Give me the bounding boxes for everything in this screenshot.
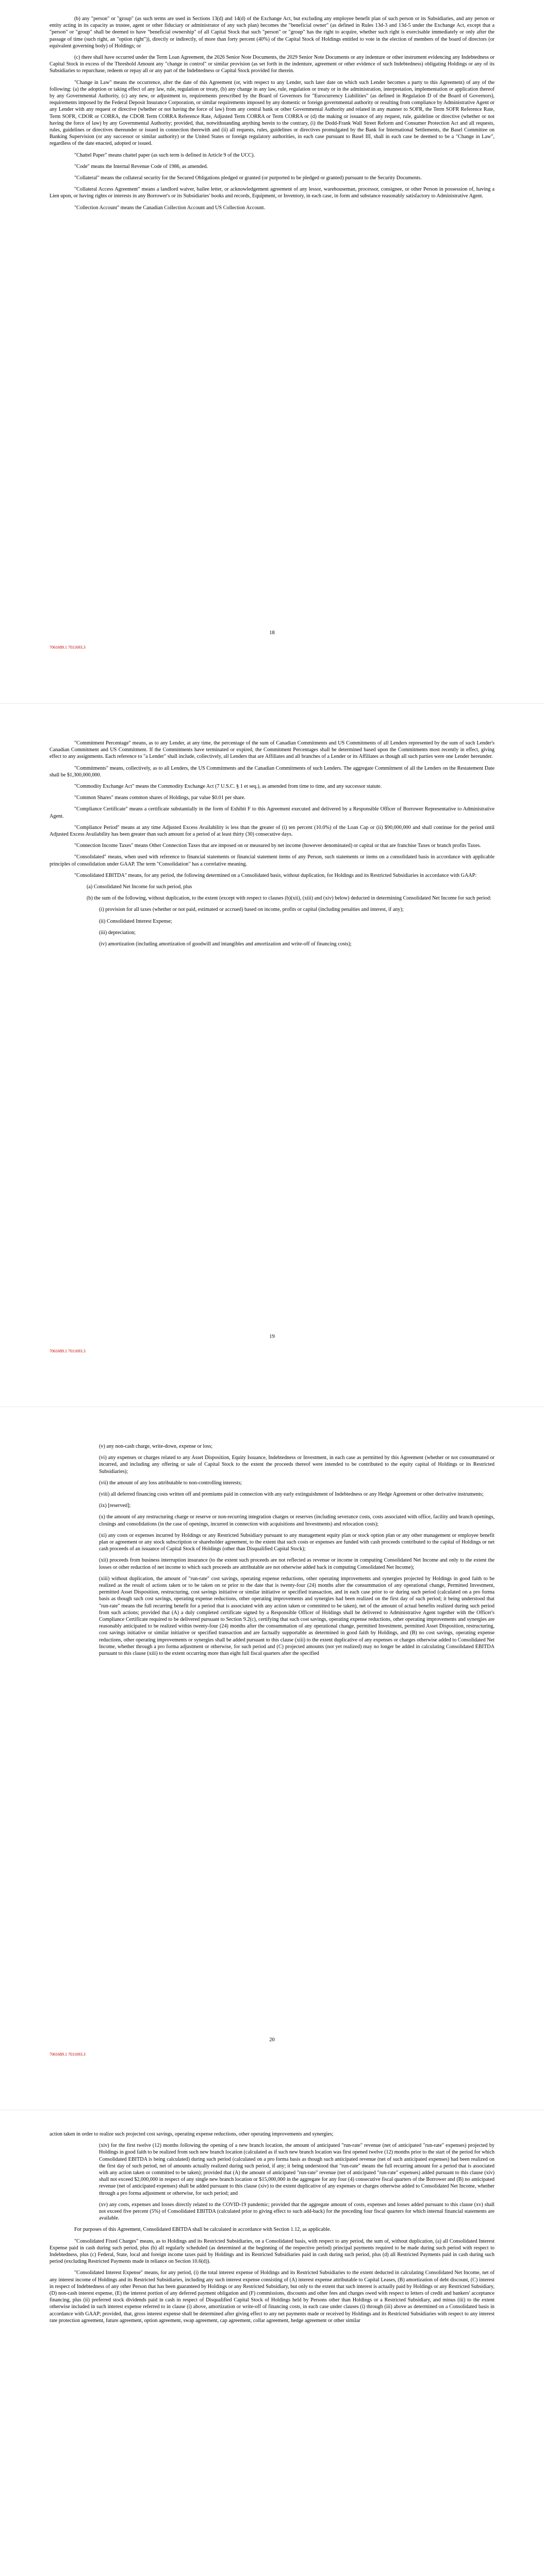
- ebitda-item-iv: (iv) amortization (including amortization of goodwill and intangibles and amortization and write-off of financing costs);: [99, 941, 352, 947]
- definition-consolidated-interest-expense: "Consolidated Interest Expense" means, for any period, (i) the total interest expense of Holdings and its Restricted Subsidiaries to the extent deducted in calculating Consolidated Net Income, net of any interest income of Holdings and its Restricted Subsidiaries, including any such interest expense consisting of (A) interest expense attributable to Capital Leases, (B) amortization of debt discount, (C) interest in respect of Indebtedness of any other Person that has been guaranteed by Holdings or any Restricted Subsidiary, but only to the extent that such interest is actually paid by Holdings or any Restricted Subsidiary, (D) non-cash interest expense, (E) the interest portion of any deferred payment obligation and (F) commissions, discounts and other fees and charges owed with respect to letters of credit and bankers' acceptance financing, plus (ii) preferred stock dividends paid in cash in respect of Disqualified Capital Stock of Holdings held by Persons other than Holdings or a Restricted Subsidiary, and minus (iii) to the extent otherwise included in such interest expense referred to in clause (i) above, amortization or write-off of financing costs, in each case under clauses (i) through (iii) above as determined on a Consolidated basis in accordance with GAAP; provided, that, gross interest expense shall be determined after giving effect to any net payments made or received by Holdings and its Restricted Subsidiaries with respect to any interest rate protection agreement, future agreement, option agreement, swap agreement, cap agreement, collar agreement, hedge agreement or other similar: [50, 2270, 494, 2324]
- page-number: 19: [269, 1334, 275, 1340]
- footer-doc-id: 7061689.1 7011693.3: [50, 1349, 86, 1353]
- ebitda-item-i: (i) provision for all taxes (whether or not paid, estimated or accrued) based on income, profits or capital (including penalties and interest, if any);: [99, 907, 404, 913]
- ebitda-item-iii: (iii) depreciation;: [99, 929, 136, 936]
- definition-commitment-percentage: "Commitment Percentage" means, as to any Lender, at any time, the percentage of the sum of Canadian Commitments and US Commitments of all Lenders represented by the sum of such Lender's Canadian Commitment and US Commitment. If the Commitments have terminated or expired, the Commitment Percentages shall be determined based upon the Commitments most recently in effect, giving effect to any assignments. Each reference to "a Lender" shall include, collectively, all Lenders that are Affiliates and all branches of a Lender or its Affiliates as though all such parties were one Lender hereunder.: [50, 740, 494, 760]
- definition-code: "Code" means the Internal Revenue Code of 1986, as amended.: [74, 163, 208, 170]
- definition-common-shares: "Common Shares" means common shares of Holdings, par value $0.01 per share.: [74, 795, 245, 801]
- ebitda-item-vii: (vii) the amount of any loss attributable to non-controlling interests;: [99, 1480, 242, 1486]
- footer-doc-id: 7061689.1 7011693.3: [50, 645, 86, 650]
- paragraph-change-of-control-b: (b) any "person" or "group" (as such terms are used in Sections 13(d) and 14(d) of the Exchange Act, but excluding any employee benefit plan of such person or its Subsidiaries, and any person or entity acting in its capacity as trustee, agent or other fiduciary or administrator of any such plan) becomes the "beneficial owner" (as defined in Rules 13d-3 and 13d-5 under the Exchange Act, except that a "person" or "group" shall be deemed to have "beneficial ownership" of all Capital Stock that such "person" or "group" has the right to acquire, whether such right is exercisable immediately or only after the passage of time (such right, an "option right")), directly or indirectly, of more than forty percent (40%) of the Capital Stock of Holdings entitled to vote in the election of members of the board of directors (or equivalent governing body) of Holdings; or: [50, 16, 494, 49]
- document-page: [0, 0, 544, 703]
- page-number: 18: [269, 630, 275, 636]
- definition-commodity-exchange-act: "Commodity Exchange Act" means the Commodity Exchange Act (7 U.S.C. § 1 et seq.), as amended from time to time, and any successor statute.: [74, 784, 382, 790]
- ebitda-clause-a: (a) Consolidated Net Income for such period, plus: [87, 884, 192, 890]
- definition-consolidated-ebitda: "Consolidated EBITDA" means, for any period, the following determined on a Consolidated basis, without duplication, for Holdings and its Restricted Subsidiaries in accordance with GAAP:: [74, 872, 477, 878]
- paragraph-change-of-control-c: (c) there shall have occurred under the Term Loan Agreement, the 2026 Senior Note Documents, the 2029 Senior Note Documents or any indenture or other instrument evidencing any Indebtedness or Capital Stock in excess of the Threshold Amount any "change in control" or similar provision (as set forth in the indenture, agreement or other evidence of such Indebtedness) obligating Holdings or any of its Subsidiaries to repurchase, redeem or repay all or any part of the Indebtedness or Capital Stock provided for therein.: [50, 55, 494, 74]
- ebitda-item-xv: (xv) any costs, expenses and losses directly related to the COVID-19 pandemic; provided that the aggregate amount of costs, expenses and losses added pursuant to this clause (xv) shall not exceed five percent (5%) of Consolidated EBITDA (calculated prior to giving effect to such add-back) for the preceding four fiscal quarters for which internal financial statements are available.: [99, 2201, 494, 2222]
- definition-collateral-access-agreement: "Collateral Access Agreement" means a landlord waiver, bailee letter, or acknowledgement agreement of any lessor, warehouseman, processor, consignee, or other Person in possession of, having a Lien upon, or having rights or interests in any Borrower's or its Subsidiaries' books and records, Equipment, or Inventory, in each case, in form and substance reasonably satisfactory to Administrative Agent.: [50, 187, 494, 199]
- ebitda-item-xi: (xi) any costs or expenses incurred by Holdings or any Restricted Subsidiary pursuant to any management equity plan or stock option plan or any other management or employee benefit plan or agreement or any stock subscription or shareholder agreement, to the extent that such costs or expenses are funded with cash proceeds contributed to the capital of Holdings or net cash proceeds of an issuance of Capital Stock of Holdings (other than Disqualified Capital Stock);: [99, 1532, 494, 1552]
- ebitda-item-v: (v) any non-cash charge, write-down, expense or loss;: [99, 1444, 213, 1449]
- page-number: 20: [269, 2037, 275, 2043]
- document-page: [0, 2110, 544, 2576]
- definition-change-in-law: "Change in Law" means the occurrence, after the date of this Agreement (or, with respect to any Lender, such later date on which such Lender becomes a party to this Agreement) of any of the following: (a) the adoption or taking effect of any law, rule, regulation or treaty, (b) any change in any law, rule, regulation or treaty or in the administration, interpretation, implementation or application thereof by any Governmental Authority, (c) any new, or adjustment to, requirements prescribed by the Board of Governors for "Eurocurrency Liabilities" (as defined in Regulation D of the Board of Governors), requirements imposed by the Federal Deposit Insurance Corporation, or similar requirements imposed by any domestic or foreign governmental authority or resulting from compliance by Administrative Agent or any Lender with any request or directive (whether or not having the force of law) from any central bank or other Governmental Authority and related in any manner to SOFR, the Term SOFR Reference Rate, Term SOFR, CDOR or CORRA, the CDOR Term CORRA Reference Rate, Adjusted Term CORRA or Term CORRA or (d) the making or issuance of any request, rule, guideline or directive (whether or not having the force of law) by any Governmental Authority; provided, that, notwithstanding anything herein to the contrary, (i) the Dodd-Frank Wall Street Reform and Consumer Protection Act and all requests, rules, guidelines or directives thereunder or issued in connection therewith and (ii) all requests, rules, guidelines or directives promulgated by the Bank for International Settlements, the Basel Committee on Banking Supervision (or any successor or similar authority) or the United States or foreign regulatory authorities, in each case pursuant to Basel III, shall in each case be deemed to be a "Change in Law", regardless of the date enacted, adopted or issued.: [50, 79, 494, 147]
- definition-compliance-period: "Compliance Period" means at any time Adjusted Excess Availability is less than the greater of (i) ten percent (10.0%) of the Loan Cap or (ii) $90,000,000 and shall continue for the period until Adjusted Excess Availability has been greater than such amount for a period of at least thirty (30) consecutive days.: [50, 824, 494, 838]
- ebitda-item-x: (x) the amount of any restructuring charge or reserve or non-recurring integration charges or reserves (including severance costs, costs associated with office, facility and branch openings, closings and consolidations (in the case of openings, incurred in connection with acquisitions and Investments) and relocation costs);: [99, 1514, 494, 1527]
- ebitda-item-ix: (ix) [reserved];: [99, 1503, 131, 1509]
- ebitda-calculation-note: For purposes of this Agreement, Consolidated EBITDA shall be calculated in accordance with Section 1.12, as applicable.: [74, 2227, 331, 2233]
- definition-chattel-paper: "Chattel Paper" means chattel paper (as such term is defined in Article 9 of the UCC).: [74, 152, 255, 158]
- document-page: [0, 1406, 544, 2110]
- definition-collection-account: "Collection Account" means the Canadian Collection Account and US Collection Account.: [74, 205, 266, 211]
- ebitda-item-viii: (viii) all deferred financing costs written off and premiums paid in connection with any early extinguishment of Indebtedness or any Hedge Agreement or other derivative instruments;: [99, 1492, 484, 1498]
- ebitda-clause-b: (b) the sum of the following, without duplication, to the extent (except with respect to clauses (b)(xii), (xiii) and (xiv) below) deducted in determining Consolidated Net Income for such period:: [87, 895, 491, 902]
- definition-commitments: "Commitments" means, collectively, as to all Lenders, the US Commitments and the Canadian Commitments of such Lenders. The aggregate Commitment of all the Lenders on the Restatement Date shall be $1,300,000,000.: [50, 765, 494, 778]
- ebitda-item-vi: (vi) any expenses or charges related to any Asset Disposition, Equity Issuance, Indebtedness or Investment, in each case as permitted by this Agreement (whether or not consummated or incurred, and including any offering or sale of Capital Stock to the extent the proceeds thereof were intended to be contributed to the equity capital of Holdings or its Restricted Subsidiaries);: [99, 1455, 494, 1475]
- document-page: [0, 703, 544, 1406]
- ebitda-item-xiv: (xiv) for the first twelve (12) months following the opening of a new branch location, the amount of anticipated "run-rate" revenue (net of anticipated "run-rate" expenses) projected by Holdings in good faith to be realized from such new branch location (calculated as if such new branch location was first opened twelve (12) months prior to the start of the period for which Consolidated EBITDA is being calculated) during such period (calculated on a pro forma basis as though such anticipated revenue (net of such anticipated expenses) had been realized on the first day of such period, net of amounts actually realized during such period, if any; it being understood that "run-rate" means the full recurring amount for a period that is associated with any action taken or committed to be taken); provided that (A) the amount of anticipated "run-rate" revenue (net of anticipated "run-rate" expenses) added pursuant to this clause (xiv) shall not exceed $2,000,000 in respect of any single new branch location or $15,000,000 in the aggregate for any four (4) consecutive fiscal quarters of the Borrower and (B) no anticipated revenue (net of anticipated expenses) shall be added pursuant to this clause (xiv) to the extent duplicative of any expenses or charges otherwise added to Consolidated Net Income, whether through a pro forma adjustment or otherwise, for such period; and: [99, 2143, 494, 2196]
- definition-consolidated-fixed-charges: "Consolidated Fixed Charges" means, as to Holdings and its Restricted Subsidiaries, on a Consolidated basis, with respect to any period, the sum of, without duplication, (a) all Consolidated Interest Expense paid in cash during such period, plus (b) all regularly scheduled (as determined at the beginning of the respective period) principal payments required to be made during such period with respect to Indebtedness, plus (c) Federal, State, local and foreign income taxes paid by Holdings and its Restricted Subsidiaries paid in cash during such period, plus (d) all Restricted Payments paid in cash during such period (excluding Restricted Payments made in reliance on Section 10.6(d)).: [50, 2238, 494, 2265]
- definition-connection-income-taxes: "Connection Income Taxes" means Other Connection Taxes that are imposed on or measured by net income (however denominated) or capital or that are franchise Taxes or branch profits Taxes.: [74, 843, 481, 849]
- definition-collateral: "Collateral" means the collateral security for the Secured Obligations pledged or granted (or purported to be pledged or granted) pursuant to the Security Documents.: [74, 175, 422, 181]
- footer-doc-id: 7061689.1 7011693.3: [50, 2052, 86, 2057]
- ebitda-item-xiii-continued: action taken in order to realize such projected cost savings, operating expense reductions, other operating improvements and synergies;: [50, 2131, 334, 2137]
- definition-compliance-certificate: "Compliance Certificate" means a certificate substantially in the form of Exhibit F to this Agreement executed and delivered by a Responsible Officer of Borrower Representative to Administrative Agent.: [50, 806, 494, 819]
- ebitda-item-xiii: (xiii) without duplication, the amount of "run-rate" cost savings, operating expense reductions, other operating improvements and synergies projected by Holdings in good faith to be realized as the result of actions taken or to be taken on or prior to the date that is twenty-four (24) months after the consummation of any operational change, Permitted Investment, permitted Asset Disposition, restructuring, cost savings initiative or similar initiative or specified transaction, and in each case prior to or during such period (calculated on a pro forma basis as though such cost savings, operating expense reductions, other operating improvements and synergies had been realized on the first day of such period; it being understood that "run-rate" means the full recurring benefit for a period that is associated with any action taken or committed to be taken), net of the amount of actual benefits realized during such period from such actions; provided that (A) a duly completed certificate signed by a Responsible Officer of Holdings shall be delivered to Administrative Agent together with the Officer's Compliance Certificate required to be delivered pursuant to Section 9.2(c), certifying that such cost savings, operating expense reductions, other operating improvements and synergies are reasonably anticipated to be realized within twenty-four (24) months after the consummation of any operational change, permitted Investment, permitted Asset Disposition, restructuring, cost savings initiative or similar initiative or specified transaction and are factually supportable as determined in good faith by Holdings, and (B) no cost savings, operating expense reductions, other operating improvements or synergies shall be added pursuant to this clause (xiii) to the extent duplicative of any expenses or charges otherwise added to Consolidated Net Income, whether through a pro forma adjustment or otherwise, for such period and (C) projected amounts (not yet realized) may no longer be added in calculating Consolidated EBITDA pursuant to this clause (xiii) to the extent occurring more than eight full fiscal quarters after the specified: [99, 1575, 494, 1657]
- ebitda-item-ii: (ii) Consolidated Interest Expense;: [99, 918, 172, 924]
- definition-consolidated: "Consolidated" means, when used with reference to financial statements or financial statement items of any Person, such statements or items on a consolidated basis in accordance with applicable principles of consolidation under GAAP. The term "Consolidation" has a correlative meaning.: [50, 854, 494, 867]
- ebitda-item-xii: (xii) proceeds from business interruption insurance (to the extent such proceeds are not reflected as revenue or income in computing Consolidated Net Income and only to the extent the losses or other reduction of net income to which such proceeds are attributable are not otherwise added back in computing Consolidated Net Income);: [99, 1557, 494, 1570]
